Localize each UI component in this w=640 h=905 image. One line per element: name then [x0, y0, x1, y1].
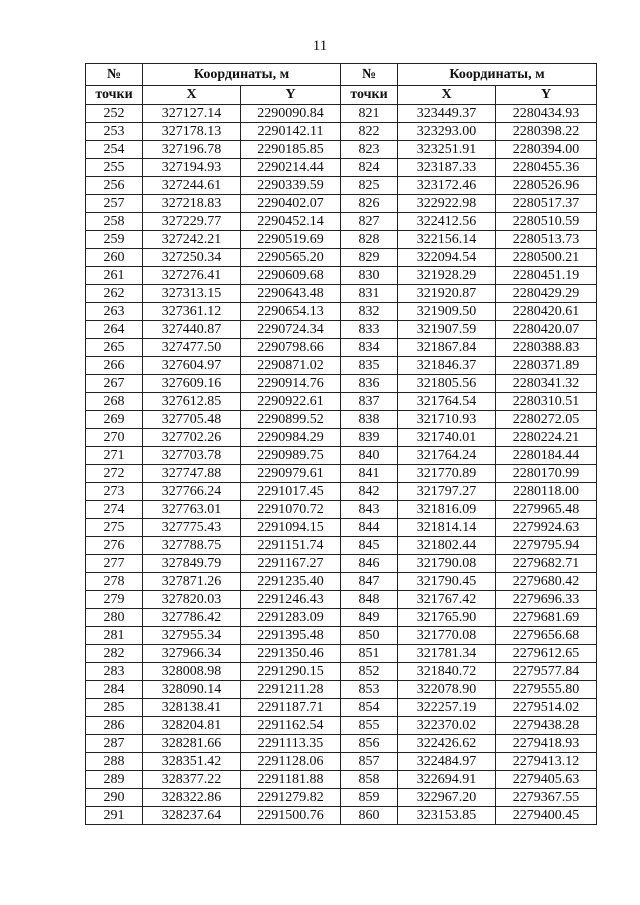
cell-x-right: 321814.14	[398, 519, 496, 537]
cell-x-left: 327820.03	[143, 591, 241, 609]
cell-y-left: 2291128.06	[241, 753, 341, 771]
cell-x-right: 322156.14	[398, 231, 496, 249]
cell-x-right: 322922.98	[398, 195, 496, 213]
table-row	[86, 591, 597, 609]
cell-x-right: 321764.54	[398, 393, 496, 411]
table-row	[86, 483, 597, 501]
cell-x-left: 327609.16	[143, 375, 241, 393]
table-row	[86, 375, 597, 393]
header-point-label-left: точки	[86, 86, 143, 105]
cell-y-right: 2280420.61	[496, 303, 597, 321]
cell-y-right: 2280272.05	[496, 411, 597, 429]
cell-y-left: 2290142.11	[241, 123, 341, 141]
cell-x-right: 321909.50	[398, 303, 496, 321]
cell-x-right: 321802.44	[398, 537, 496, 555]
cell-x-right: 322078.90	[398, 681, 496, 699]
cell-point-no-left: 262	[86, 285, 143, 303]
cell-y-right: 2280388.83	[496, 339, 597, 357]
cell-x-left: 327229.77	[143, 213, 241, 231]
cell-y-left: 2290214.44	[241, 159, 341, 177]
table-row	[86, 231, 597, 249]
cell-x-left: 327250.34	[143, 249, 241, 267]
table-row	[86, 807, 597, 825]
cell-x-right: 323187.33	[398, 159, 496, 177]
cell-y-left: 2290643.48	[241, 285, 341, 303]
cell-x-right: 321740.01	[398, 429, 496, 447]
table-row	[86, 177, 597, 195]
table-row	[86, 519, 597, 537]
cell-y-right: 2280371.89	[496, 357, 597, 375]
cell-point-no-left: 290	[86, 789, 143, 807]
cell-point-no-left: 291	[86, 807, 143, 825]
cell-point-no-right: 858	[341, 771, 398, 789]
cell-x-right: 323293.00	[398, 123, 496, 141]
cell-x-left: 327127.14	[143, 105, 241, 123]
table-row	[86, 789, 597, 807]
cell-point-no-left: 253	[86, 123, 143, 141]
cell-x-left: 328138.41	[143, 699, 241, 717]
cell-y-left: 2290452.14	[241, 213, 341, 231]
cell-x-right: 322094.54	[398, 249, 496, 267]
cell-y-right: 2280398.22	[496, 123, 597, 141]
table-row	[86, 465, 597, 483]
cell-y-right: 2280513.73	[496, 231, 597, 249]
table-row	[86, 357, 597, 375]
cell-x-right: 322967.20	[398, 789, 496, 807]
table-row	[86, 753, 597, 771]
cell-point-no-left: 265	[86, 339, 143, 357]
cell-point-no-right: 841	[341, 465, 398, 483]
table-row	[86, 681, 597, 699]
cell-y-left: 2290519.69	[241, 231, 341, 249]
cell-x-left: 327313.15	[143, 285, 241, 303]
cell-point-no-left: 275	[86, 519, 143, 537]
cell-x-right: 322257.19	[398, 699, 496, 717]
cell-y-right: 2279965.48	[496, 501, 597, 519]
cell-x-left: 327955.34	[143, 627, 241, 645]
cell-x-left: 327766.24	[143, 483, 241, 501]
cell-y-left: 2291290.15	[241, 663, 341, 681]
cell-y-right: 2279418.93	[496, 735, 597, 753]
cell-x-right: 321770.89	[398, 465, 496, 483]
cell-point-no-left: 263	[86, 303, 143, 321]
cell-y-right: 2279656.68	[496, 627, 597, 645]
table-row	[86, 339, 597, 357]
cell-x-right: 321805.56	[398, 375, 496, 393]
cell-x-left: 327966.34	[143, 645, 241, 663]
cell-y-right: 2279680.42	[496, 573, 597, 591]
cell-x-left: 327178.13	[143, 123, 241, 141]
cell-point-no-right: 824	[341, 159, 398, 177]
cell-y-left: 2290899.52	[241, 411, 341, 429]
cell-y-right: 2280434.93	[496, 105, 597, 123]
cell-x-right: 321764.24	[398, 447, 496, 465]
cell-point-no-right: 839	[341, 429, 398, 447]
table-row	[86, 699, 597, 717]
cell-point-no-right: 835	[341, 357, 398, 375]
cell-point-no-left: 266	[86, 357, 143, 375]
cell-point-no-right: 834	[341, 339, 398, 357]
table-body	[86, 105, 597, 825]
cell-x-left: 328377.22	[143, 771, 241, 789]
cell-y-right: 2280170.99	[496, 465, 597, 483]
cell-y-left: 2291181.88	[241, 771, 341, 789]
cell-x-left: 327705.48	[143, 411, 241, 429]
cell-point-no-left: 270	[86, 429, 143, 447]
cell-point-no-left: 252	[86, 105, 143, 123]
cell-y-left: 2291094.15	[241, 519, 341, 537]
cell-x-right: 321767.42	[398, 591, 496, 609]
cell-x-left: 327788.75	[143, 537, 241, 555]
cell-x-right: 321790.45	[398, 573, 496, 591]
cell-y-left: 2291017.45	[241, 483, 341, 501]
cell-point-no-left: 260	[86, 249, 143, 267]
cell-point-no-right: 838	[341, 411, 398, 429]
cell-y-left: 2290989.75	[241, 447, 341, 465]
cell-y-left: 2290914.76	[241, 375, 341, 393]
cell-x-left: 327477.50	[143, 339, 241, 357]
table-row	[86, 555, 597, 573]
table-row	[86, 303, 597, 321]
cell-point-no-left: 277	[86, 555, 143, 573]
cell-point-no-right: 851	[341, 645, 398, 663]
cell-x-right: 321846.37	[398, 357, 496, 375]
cell-x-right: 322370.02	[398, 717, 496, 735]
header-y-left: Y	[241, 86, 341, 105]
cell-point-no-left: 283	[86, 663, 143, 681]
cell-point-no-left: 280	[86, 609, 143, 627]
cell-y-left: 2290402.07	[241, 195, 341, 213]
cell-point-no-left: 288	[86, 753, 143, 771]
cell-point-no-left: 264	[86, 321, 143, 339]
cell-point-no-right: 857	[341, 753, 398, 771]
cell-x-right: 321797.27	[398, 483, 496, 501]
cell-x-right: 321840.72	[398, 663, 496, 681]
cell-point-no-left: 281	[86, 627, 143, 645]
cell-x-left: 328204.81	[143, 717, 241, 735]
cell-point-no-right: 845	[341, 537, 398, 555]
cell-y-right: 2279555.80	[496, 681, 597, 699]
cell-point-no-left: 279	[86, 591, 143, 609]
table-row	[86, 321, 597, 339]
cell-y-right: 2280451.19	[496, 267, 597, 285]
header-x-left: X	[143, 86, 241, 105]
cell-point-no-right: 821	[341, 105, 398, 123]
cell-point-no-right: 853	[341, 681, 398, 699]
cell-x-left: 327196.78	[143, 141, 241, 159]
cell-point-no-right: 828	[341, 231, 398, 249]
cell-x-right: 321770.08	[398, 627, 496, 645]
table-row	[86, 393, 597, 411]
cell-point-no-right: 849	[341, 609, 398, 627]
cell-y-left: 2291113.35	[241, 735, 341, 753]
cell-x-left: 328237.64	[143, 807, 241, 825]
cell-y-right: 2280526.96	[496, 177, 597, 195]
cell-point-no-right: 840	[341, 447, 398, 465]
cell-point-no-right: 833	[341, 321, 398, 339]
cell-point-no-right: 822	[341, 123, 398, 141]
cell-point-no-right: 860	[341, 807, 398, 825]
cell-y-right: 2279696.33	[496, 591, 597, 609]
cell-point-no-left: 282	[86, 645, 143, 663]
cell-point-no-right: 856	[341, 735, 398, 753]
cell-point-no-right: 859	[341, 789, 398, 807]
cell-point-no-right: 854	[341, 699, 398, 717]
cell-x-right: 323153.85	[398, 807, 496, 825]
table-row	[86, 501, 597, 519]
cell-x-right: 321907.59	[398, 321, 496, 339]
cell-x-left: 327218.83	[143, 195, 241, 213]
cell-y-right: 2280420.07	[496, 321, 597, 339]
cell-y-right: 2279514.02	[496, 699, 597, 717]
cell-point-no-left: 289	[86, 771, 143, 789]
cell-x-right: 322412.56	[398, 213, 496, 231]
table-row	[86, 123, 597, 141]
cell-y-right: 2279400.45	[496, 807, 597, 825]
header-no-left: №	[86, 64, 143, 86]
cell-x-left: 327276.41	[143, 267, 241, 285]
cell-y-left: 2290339.59	[241, 177, 341, 195]
header-coords-left: Координаты, м	[143, 64, 341, 86]
cell-point-no-right: 847	[341, 573, 398, 591]
header-x-right: X	[398, 86, 496, 105]
cell-y-right: 2280500.21	[496, 249, 597, 267]
cell-point-no-right: 842	[341, 483, 398, 501]
cell-y-left: 2291500.76	[241, 807, 341, 825]
cell-y-right: 2280510.59	[496, 213, 597, 231]
cell-x-left: 327361.12	[143, 303, 241, 321]
cell-y-right: 2280341.32	[496, 375, 597, 393]
cell-point-no-left: 274	[86, 501, 143, 519]
cell-y-right: 2279682.71	[496, 555, 597, 573]
cell-x-right: 322694.91	[398, 771, 496, 789]
cell-x-left: 328090.14	[143, 681, 241, 699]
table-row	[86, 609, 597, 627]
cell-y-right: 2280455.36	[496, 159, 597, 177]
cell-x-right: 321816.09	[398, 501, 496, 519]
cell-y-right: 2279924.63	[496, 519, 597, 537]
cell-point-no-right: 830	[341, 267, 398, 285]
cell-y-right: 2280394.00	[496, 141, 597, 159]
cell-y-right: 2279681.69	[496, 609, 597, 627]
cell-x-right: 322484.97	[398, 753, 496, 771]
cell-point-no-left: 254	[86, 141, 143, 159]
cell-x-right: 322426.62	[398, 735, 496, 753]
cell-y-left: 2291167.27	[241, 555, 341, 573]
cell-y-right: 2280429.29	[496, 285, 597, 303]
header-coords-right: Координаты, м	[398, 64, 597, 86]
cell-x-left: 327194.93	[143, 159, 241, 177]
cell-y-left: 2290654.13	[241, 303, 341, 321]
cell-point-no-left: 256	[86, 177, 143, 195]
cell-point-no-left: 255	[86, 159, 143, 177]
cell-x-right: 321928.29	[398, 267, 496, 285]
cell-y-left: 2291211.28	[241, 681, 341, 699]
cell-point-no-right: 832	[341, 303, 398, 321]
cell-x-left: 327440.87	[143, 321, 241, 339]
table-row	[86, 141, 597, 159]
cell-x-right: 321781.34	[398, 645, 496, 663]
cell-x-left: 327775.43	[143, 519, 241, 537]
table-row	[86, 573, 597, 591]
table-row	[86, 447, 597, 465]
cell-y-left: 2291235.40	[241, 573, 341, 591]
cell-x-left: 327702.26	[143, 429, 241, 447]
cell-y-right: 2279438.28	[496, 717, 597, 735]
table-row	[86, 627, 597, 645]
table-row	[86, 195, 597, 213]
cell-x-right: 321765.90	[398, 609, 496, 627]
cell-y-right: 2279795.94	[496, 537, 597, 555]
cell-y-left: 2290984.29	[241, 429, 341, 447]
cell-x-left: 328281.66	[143, 735, 241, 753]
cell-point-no-left: 284	[86, 681, 143, 699]
cell-y-left: 2290922.61	[241, 393, 341, 411]
cell-y-left: 2290979.61	[241, 465, 341, 483]
header-point-label-right: точки	[341, 86, 398, 105]
cell-point-no-right: 826	[341, 195, 398, 213]
cell-y-left: 2290798.66	[241, 339, 341, 357]
cell-point-no-left: 269	[86, 411, 143, 429]
cell-point-no-right: 852	[341, 663, 398, 681]
coordinates-table	[85, 63, 597, 825]
cell-point-no-left: 278	[86, 573, 143, 591]
cell-y-left: 2291151.74	[241, 537, 341, 555]
cell-y-right: 2280517.37	[496, 195, 597, 213]
cell-y-left: 2291246.43	[241, 591, 341, 609]
cell-x-left: 327763.01	[143, 501, 241, 519]
cell-point-no-left: 259	[86, 231, 143, 249]
cell-point-no-right: 829	[341, 249, 398, 267]
cell-point-no-right: 823	[341, 141, 398, 159]
table-row	[86, 249, 597, 267]
cell-point-no-right: 831	[341, 285, 398, 303]
cell-y-right: 2279612.65	[496, 645, 597, 663]
table-row	[86, 717, 597, 735]
cell-x-right: 323449.37	[398, 105, 496, 123]
cell-y-right: 2280118.00	[496, 483, 597, 501]
cell-y-left: 2291350.46	[241, 645, 341, 663]
cell-x-left: 327242.21	[143, 231, 241, 249]
cell-x-left: 327604.97	[143, 357, 241, 375]
cell-y-left: 2290609.68	[241, 267, 341, 285]
cell-y-left: 2291162.54	[241, 717, 341, 735]
cell-x-right: 321920.87	[398, 285, 496, 303]
cell-point-no-left: 268	[86, 393, 143, 411]
cell-x-right: 321867.84	[398, 339, 496, 357]
cell-y-right: 2280310.51	[496, 393, 597, 411]
cell-x-left: 327747.88	[143, 465, 241, 483]
cell-x-left: 327871.26	[143, 573, 241, 591]
table-row	[86, 213, 597, 231]
cell-point-no-left: 287	[86, 735, 143, 753]
cell-point-no-left: 258	[86, 213, 143, 231]
table-row	[86, 663, 597, 681]
cell-point-no-right: 825	[341, 177, 398, 195]
cell-x-left: 328351.42	[143, 753, 241, 771]
cell-x-left: 328322.86	[143, 789, 241, 807]
table-row	[86, 537, 597, 555]
table-row	[86, 771, 597, 789]
cell-point-no-right: 850	[341, 627, 398, 645]
page-number: 11	[312, 38, 328, 54]
cell-x-right: 321710.93	[398, 411, 496, 429]
cell-y-right: 2279577.84	[496, 663, 597, 681]
cell-point-no-right: 855	[341, 717, 398, 735]
cell-y-left: 2291187.71	[241, 699, 341, 717]
cell-x-right: 321790.08	[398, 555, 496, 573]
table-row	[86, 645, 597, 663]
cell-point-no-left: 267	[86, 375, 143, 393]
cell-y-right: 2280224.21	[496, 429, 597, 447]
table-row	[86, 429, 597, 447]
cell-point-no-right: 844	[341, 519, 398, 537]
cell-y-right: 2279405.63	[496, 771, 597, 789]
cell-point-no-left: 261	[86, 267, 143, 285]
cell-y-left: 2290724.34	[241, 321, 341, 339]
cell-y-left: 2291070.72	[241, 501, 341, 519]
cell-point-no-right: 836	[341, 375, 398, 393]
header-no-right: №	[341, 64, 398, 86]
cell-point-no-right: 827	[341, 213, 398, 231]
cell-x-right: 323251.91	[398, 141, 496, 159]
table-row	[86, 285, 597, 303]
cell-x-left: 327703.78	[143, 447, 241, 465]
cell-y-left: 2290185.85	[241, 141, 341, 159]
cell-x-left: 327244.61	[143, 177, 241, 195]
cell-point-no-left: 273	[86, 483, 143, 501]
cell-x-left: 327612.85	[143, 393, 241, 411]
cell-y-left: 2290871.02	[241, 357, 341, 375]
table-row	[86, 159, 597, 177]
cell-point-no-left: 276	[86, 537, 143, 555]
table-row	[86, 411, 597, 429]
cell-y-left: 2290090.84	[241, 105, 341, 123]
cell-point-no-left: 272	[86, 465, 143, 483]
header-y-right: Y	[496, 86, 597, 105]
header-row-bottom	[86, 86, 597, 105]
cell-x-left: 327849.79	[143, 555, 241, 573]
cell-y-left: 2290565.20	[241, 249, 341, 267]
cell-point-no-right: 848	[341, 591, 398, 609]
cell-x-left: 328008.98	[143, 663, 241, 681]
cell-x-left: 327786.42	[143, 609, 241, 627]
cell-point-no-left: 285	[86, 699, 143, 717]
cell-y-right: 2279367.55	[496, 789, 597, 807]
cell-point-no-right: 843	[341, 501, 398, 519]
cell-y-right: 2280184.44	[496, 447, 597, 465]
header-row-top	[86, 64, 597, 86]
cell-point-no-right: 846	[341, 555, 398, 573]
cell-point-no-left: 286	[86, 717, 143, 735]
cell-x-right: 323172.46	[398, 177, 496, 195]
cell-point-no-left: 257	[86, 195, 143, 213]
cell-point-no-left: 271	[86, 447, 143, 465]
cell-y-left: 2291395.48	[241, 627, 341, 645]
cell-point-no-right: 837	[341, 393, 398, 411]
table-row	[86, 105, 597, 123]
cell-y-left: 2291279.82	[241, 789, 341, 807]
table-row	[86, 267, 597, 285]
cell-y-right: 2279413.12	[496, 753, 597, 771]
cell-y-left: 2291283.09	[241, 609, 341, 627]
table-row	[86, 735, 597, 753]
